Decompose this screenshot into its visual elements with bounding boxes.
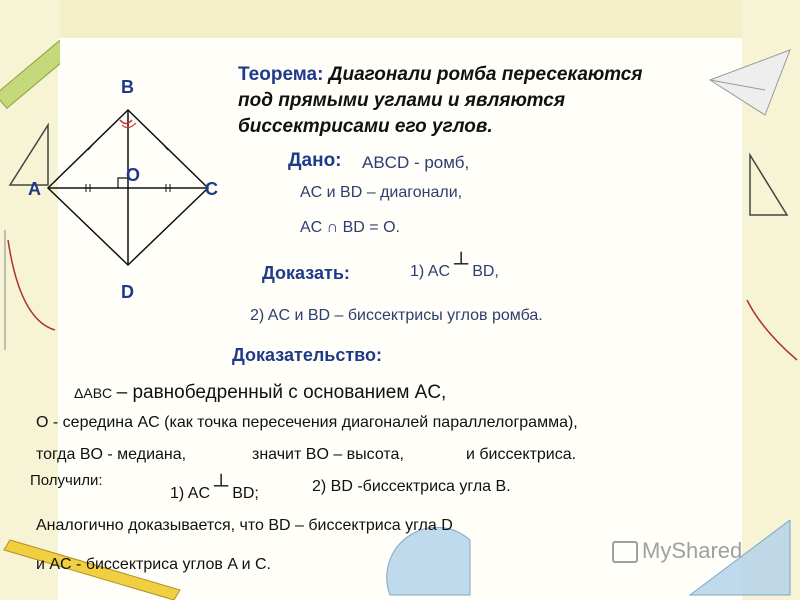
proof-line-1 (74, 382, 446, 404)
proof-label: Доказательство: (232, 345, 382, 365)
protractor-icon (387, 527, 470, 595)
triangle-figure-icon (750, 155, 787, 215)
theorem-line-3: биссектрисами его углов. (238, 116, 493, 137)
proof-line-3b: значит BO – высота, (252, 446, 404, 463)
perpendicular-icon: ┴ (454, 253, 469, 275)
tick-mark (162, 143, 168, 150)
proof-line-5: Аналогично доказывается, что BD – биссектриса угла D (36, 517, 453, 534)
prove-item-1 (410, 253, 499, 282)
proof-line-6: и AC - биссектриса углов A и C. (36, 556, 271, 573)
prove-item-1-left: 1) AC (410, 263, 451, 280)
prove-item-1-right: BD, (472, 263, 499, 280)
triangle-abc: ΔABC (74, 385, 113, 401)
graph-icon (747, 300, 797, 360)
angle-arc-b1 (120, 120, 132, 124)
tick-mark (88, 143, 94, 150)
prove-label: Доказать: (262, 263, 350, 283)
theorem-text-1: Диагонали ромба пересекаются (328, 64, 643, 85)
obtained-label: Получили: (30, 472, 103, 489)
result-2: 2) BD -биссектриса угла В. (312, 478, 511, 495)
watermark (612, 538, 742, 564)
point-b-label: B (121, 77, 134, 97)
result-1-right: BD; (232, 485, 259, 502)
perpendicular-icon: ┴ (214, 475, 229, 497)
proof-line-3c: и биссектриса. (466, 446, 577, 463)
theorem-line-2: под прямыми углами и являются (238, 90, 566, 111)
paper-plane-icon (705, 45, 795, 120)
point-c-label: C (205, 179, 218, 199)
prove-item-2: 2) AC и BD – биссектрисы углов ромба. (250, 307, 543, 324)
given-line-1: ABCD - ромб, (362, 153, 470, 172)
proof-line-3a: тогда BO - медиана, (36, 446, 187, 463)
given-line-2: AC и BD – диагонали, (300, 184, 463, 201)
theorem-label: Теорема: (238, 64, 324, 85)
monitor-icon (612, 541, 638, 563)
given-line-3: AC ∩ BD = O. (300, 219, 400, 236)
proof-line-2: О - середина AC (как точка пересечения диагоналей параллелограмма), (36, 414, 578, 431)
point-d-label: D (121, 282, 134, 302)
proof-line-1-text: – равнобедренный с основанием AC, (116, 382, 447, 403)
point-a-label: A (28, 179, 41, 199)
given-label: Дано: (288, 150, 342, 171)
watermark-text: MyShared (642, 538, 743, 563)
point-o-label: O (126, 165, 141, 185)
result-1-left: 1) AC (170, 485, 211, 502)
result-1 (170, 475, 259, 504)
theorem-line-1 (238, 62, 643, 87)
